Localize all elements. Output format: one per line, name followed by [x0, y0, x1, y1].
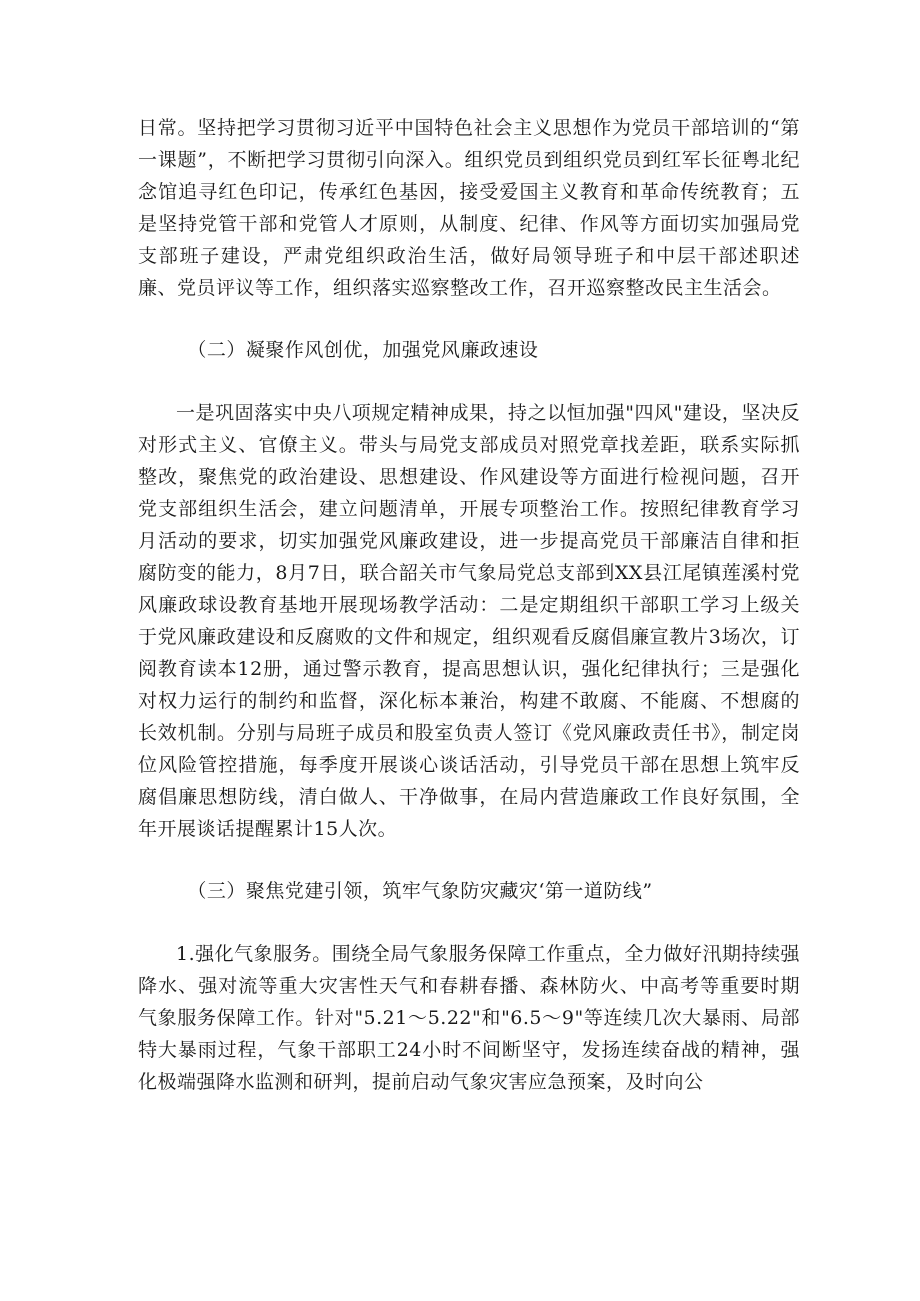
- spacer: [138, 366, 800, 397]
- paragraph-integrity-building: 一是巩固落实中央八项规定精神成果，持之以恒加强"四风"建设，坚决反对形式主义、官僚主义。带头与局党支部成员对照党章找差距，联系实际抓整改，聚焦党的政治建设、思想建设、作风建设等方面进行检视问题，召开党支部组织生活会，建立问题清单，开展专项整治工作。按照纪律教育学习月活动的要求，切实加强党风廉政建设，进一步提高党员干部廉洁自律和拒腐防变的能力，8月7日，联合韶关市气象局党总支部到XX县江尾镇莲溪村党风廉政球设教育基地开展现场教学活动：二是定期组织干部职工学习上级关于党风廉政建设和反腐败的文件和规定，组织观看反腐倡廉宣教片3场次，订阅教育读本12册，通过警示教育，提高思想认识，强化纪律执行；三是强化对权力运行的制约和监督，深化标本兼治，构建不敢腐、不能腐、不想腐的长效机制。分别与局班子成员和股室负责人签订《党风廉政责任书》，制定岗位风险管控措施，每季度开展谈心谈话活动，引导党员干部在思想上筑牢反腐倡廉思想防线，清白做人、干净做事，在局内营造廉政工作良好氛围，全年开展谈话提醒累计15人次。: [138, 402, 800, 840]
- spacer: [138, 304, 800, 334]
- spacer: [138, 907, 800, 938]
- paragraph-meteorological-service: 1.强化气象服务。围绕全局气象服务保障工作重点，全力做好汛期持续强降水、强对流等重大灾害性天气和春耕春播、森林防火、中高考等重要时期气象服务保障工作。针对"5.21～5.22"和"6.5～9"等连续几次大暴雨、局部特大暴雨过程，气象干部职工24小时不间断坚守，发扬连续奋战的精神，强化极端强降水监测和研判，提前启动气象灾害应急预案，及时向公: [138, 943, 800, 1093]
- spacer: [138, 845, 800, 875]
- section-heading-2: （二）凝聚作风创优，加强党风廉政速设: [187, 339, 539, 361]
- paragraph-party-building-continued: 日常。坚持把学习贯彻习近平中国特色社会主义思想作为党员干部培训的“第一课题”，不断把学习贯彻引向深入。组织党员到组织党员到红军长征粤北纪念馆追寻红色印记，传承红色基因，接受爱国主义教育和革命传统教育；五是坚持党管干部和党管人才原则，从制度、纪律、作风等方面切实加强局党支部班子建设，严肃党组织政治生活，做好局领导班子和中层干部述职述廉、党员评议等工作，组织落实巡察整改工作，召开巡察整改民主生活会。: [138, 117, 800, 299]
- section-heading-3: （三）聚焦党建引领，筑牢气象防灾藏灾‘第一道防线”: [187, 880, 653, 902]
- document-body: [138, 112, 800, 1098]
